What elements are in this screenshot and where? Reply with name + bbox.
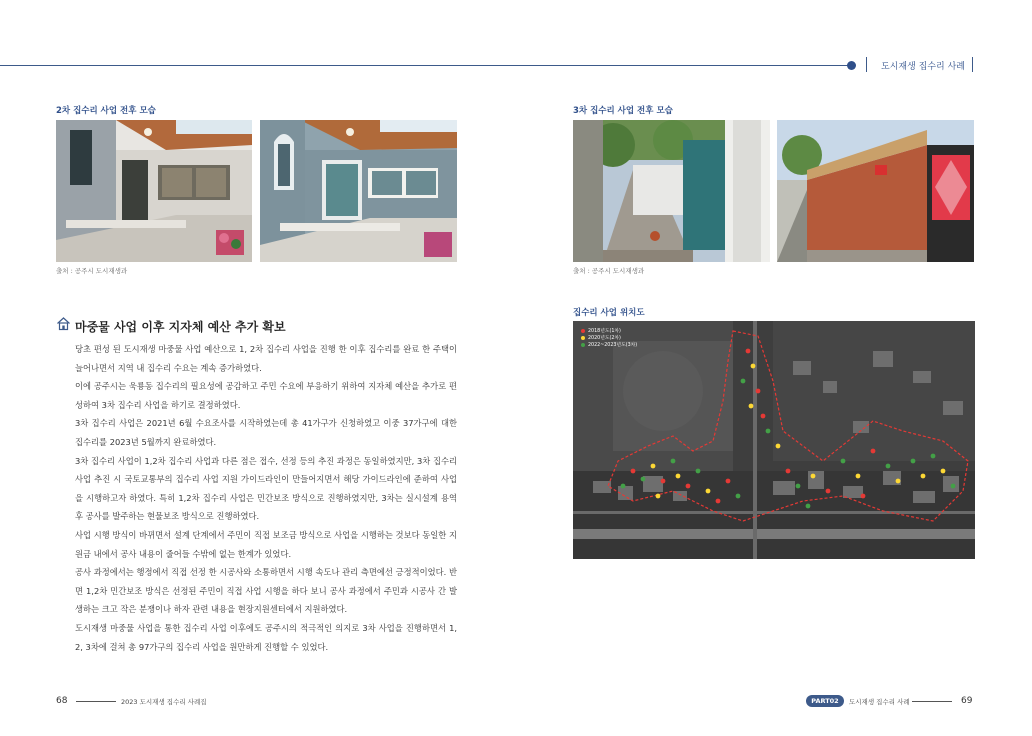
header-divider (972, 57, 973, 72)
paragraph: 3차 집수리 사업은 2021년 6월 수요조사를 시작하였는데 총 41가구가 신청하였고 이중 37가구에 대한 집수리를 2023년 5월까지 완료하였다. (75, 418, 457, 447)
paragraph: 이에 공주시는 욱룡동 집수리의 필요성에 공감하고 주민 수요에 부응하기 위하여 지자체 예산을 추가로 편성하여 3차 집수리 사업을 하기로 결정하였다. (75, 381, 457, 410)
yellow-dot-icon (581, 336, 585, 340)
legend-item: 2022~2023년도(3차) (581, 341, 637, 348)
body-text (75, 340, 457, 656)
running-header-title: 도시재생 집수리 사례 (881, 62, 965, 72)
after-photo-3rd (777, 120, 974, 262)
before-photo-3rd (573, 120, 770, 262)
part-badge: PART02 (806, 695, 844, 707)
page-number-left: 68 (56, 696, 68, 706)
before-photo-2nd (56, 120, 252, 262)
header-divider (866, 57, 867, 72)
legend-item: 2020년도(2차) (581, 334, 637, 341)
header-dot (847, 61, 856, 70)
paragraph: 도시재생 마중물 사업을 통한 집수리 사업 이후에도 공주시의 적극적인 의지로 3차 사업을 진행하면서 1, 2, 3차에 걸쳐 총 97가구의 집수리 사업을 원만하게 진행할 수 있었다. (75, 622, 457, 652)
footer-rule (76, 701, 116, 702)
house-icon (56, 316, 71, 331)
right-figure-title: 3차 집수리 사업 전후 모습 (573, 106, 673, 116)
paragraph: 3차 집수리 사업이 1,2차 집수리 사업과 다른 점은 접수, 선정 등의 추진 과정은 동일하였지만, 3차 집수리 사업 추진 시 국토교통부의 집수리 사업 지원 가이드라인이 만들어지면서 해당 가이드라인에 준하여 사업을 시행하고자 하였다. 특히 1,2차 집수리 사업은 민간보조 방식으로 진행하였지만, 3차는 실시설계 용역 후 공사를 발주하는 현물보조 방식으로 진행하였다. (75, 455, 457, 522)
location-map (573, 321, 975, 559)
right-figure-source: 출처 : 공주시 도시재생과 (573, 267, 645, 275)
footer-rule (912, 701, 952, 702)
header-rule (0, 65, 855, 66)
paragraph: 사업 시행 방식이 바뀌면서 설계 단계에서 주민이 직접 보조금 방식으로 사업을 시행하는 것보다 동일한 지원금 내에서 공사 내용이 줄어들 수밖에 없는 한계가 있었다. (75, 529, 457, 559)
location-map-image (573, 321, 975, 559)
left-figure-title: 2차 집수리 사업 전후 모습 (56, 106, 156, 116)
paragraph: 공사 과정에서는 행정에서 직접 선정 한 시공사와 소통하면서 시행 속도나 관리 측면에선 긍정적이었다. 반면 1,2차 민간보조 방식은 선정된 주민이 직접 사업 시행을 하다 보니 공사 과정에서 주민과 시공사 간 발생하는 크고 작은 분쟁이나 하자 관련 내용을 현장지원센터에서 지원하였다. (75, 567, 457, 615)
chapter-title: 도시재생 집수리 사례 (849, 698, 910, 706)
green-dot-icon (581, 343, 585, 347)
section-title: 마중물 사업 이후 지자체 예산 추가 확보 (75, 320, 286, 334)
left-figure-source: 출처 : 공주시 도시재생과 (56, 267, 128, 275)
map-figure-title: 집수리 사업 위치도 (573, 308, 645, 318)
map-legend (581, 327, 637, 348)
red-dot-icon (581, 329, 585, 333)
page-number-right: 69 (961, 696, 973, 706)
paragraph: 당초 편성 된 도시재생 마중물 사업 예산으로 1, 2차 집수리 사업을 진행 한 이후 집수리를 완료 한 주택이 늘어나면서 지역 내 집수리 수요는 계속 증가하였다. (75, 344, 457, 373)
legend-item: 2018년도(1차) (581, 327, 637, 334)
after-photo-2nd (260, 120, 457, 262)
book-title: 2023 도시재생 집수리 사례집 (121, 698, 207, 706)
